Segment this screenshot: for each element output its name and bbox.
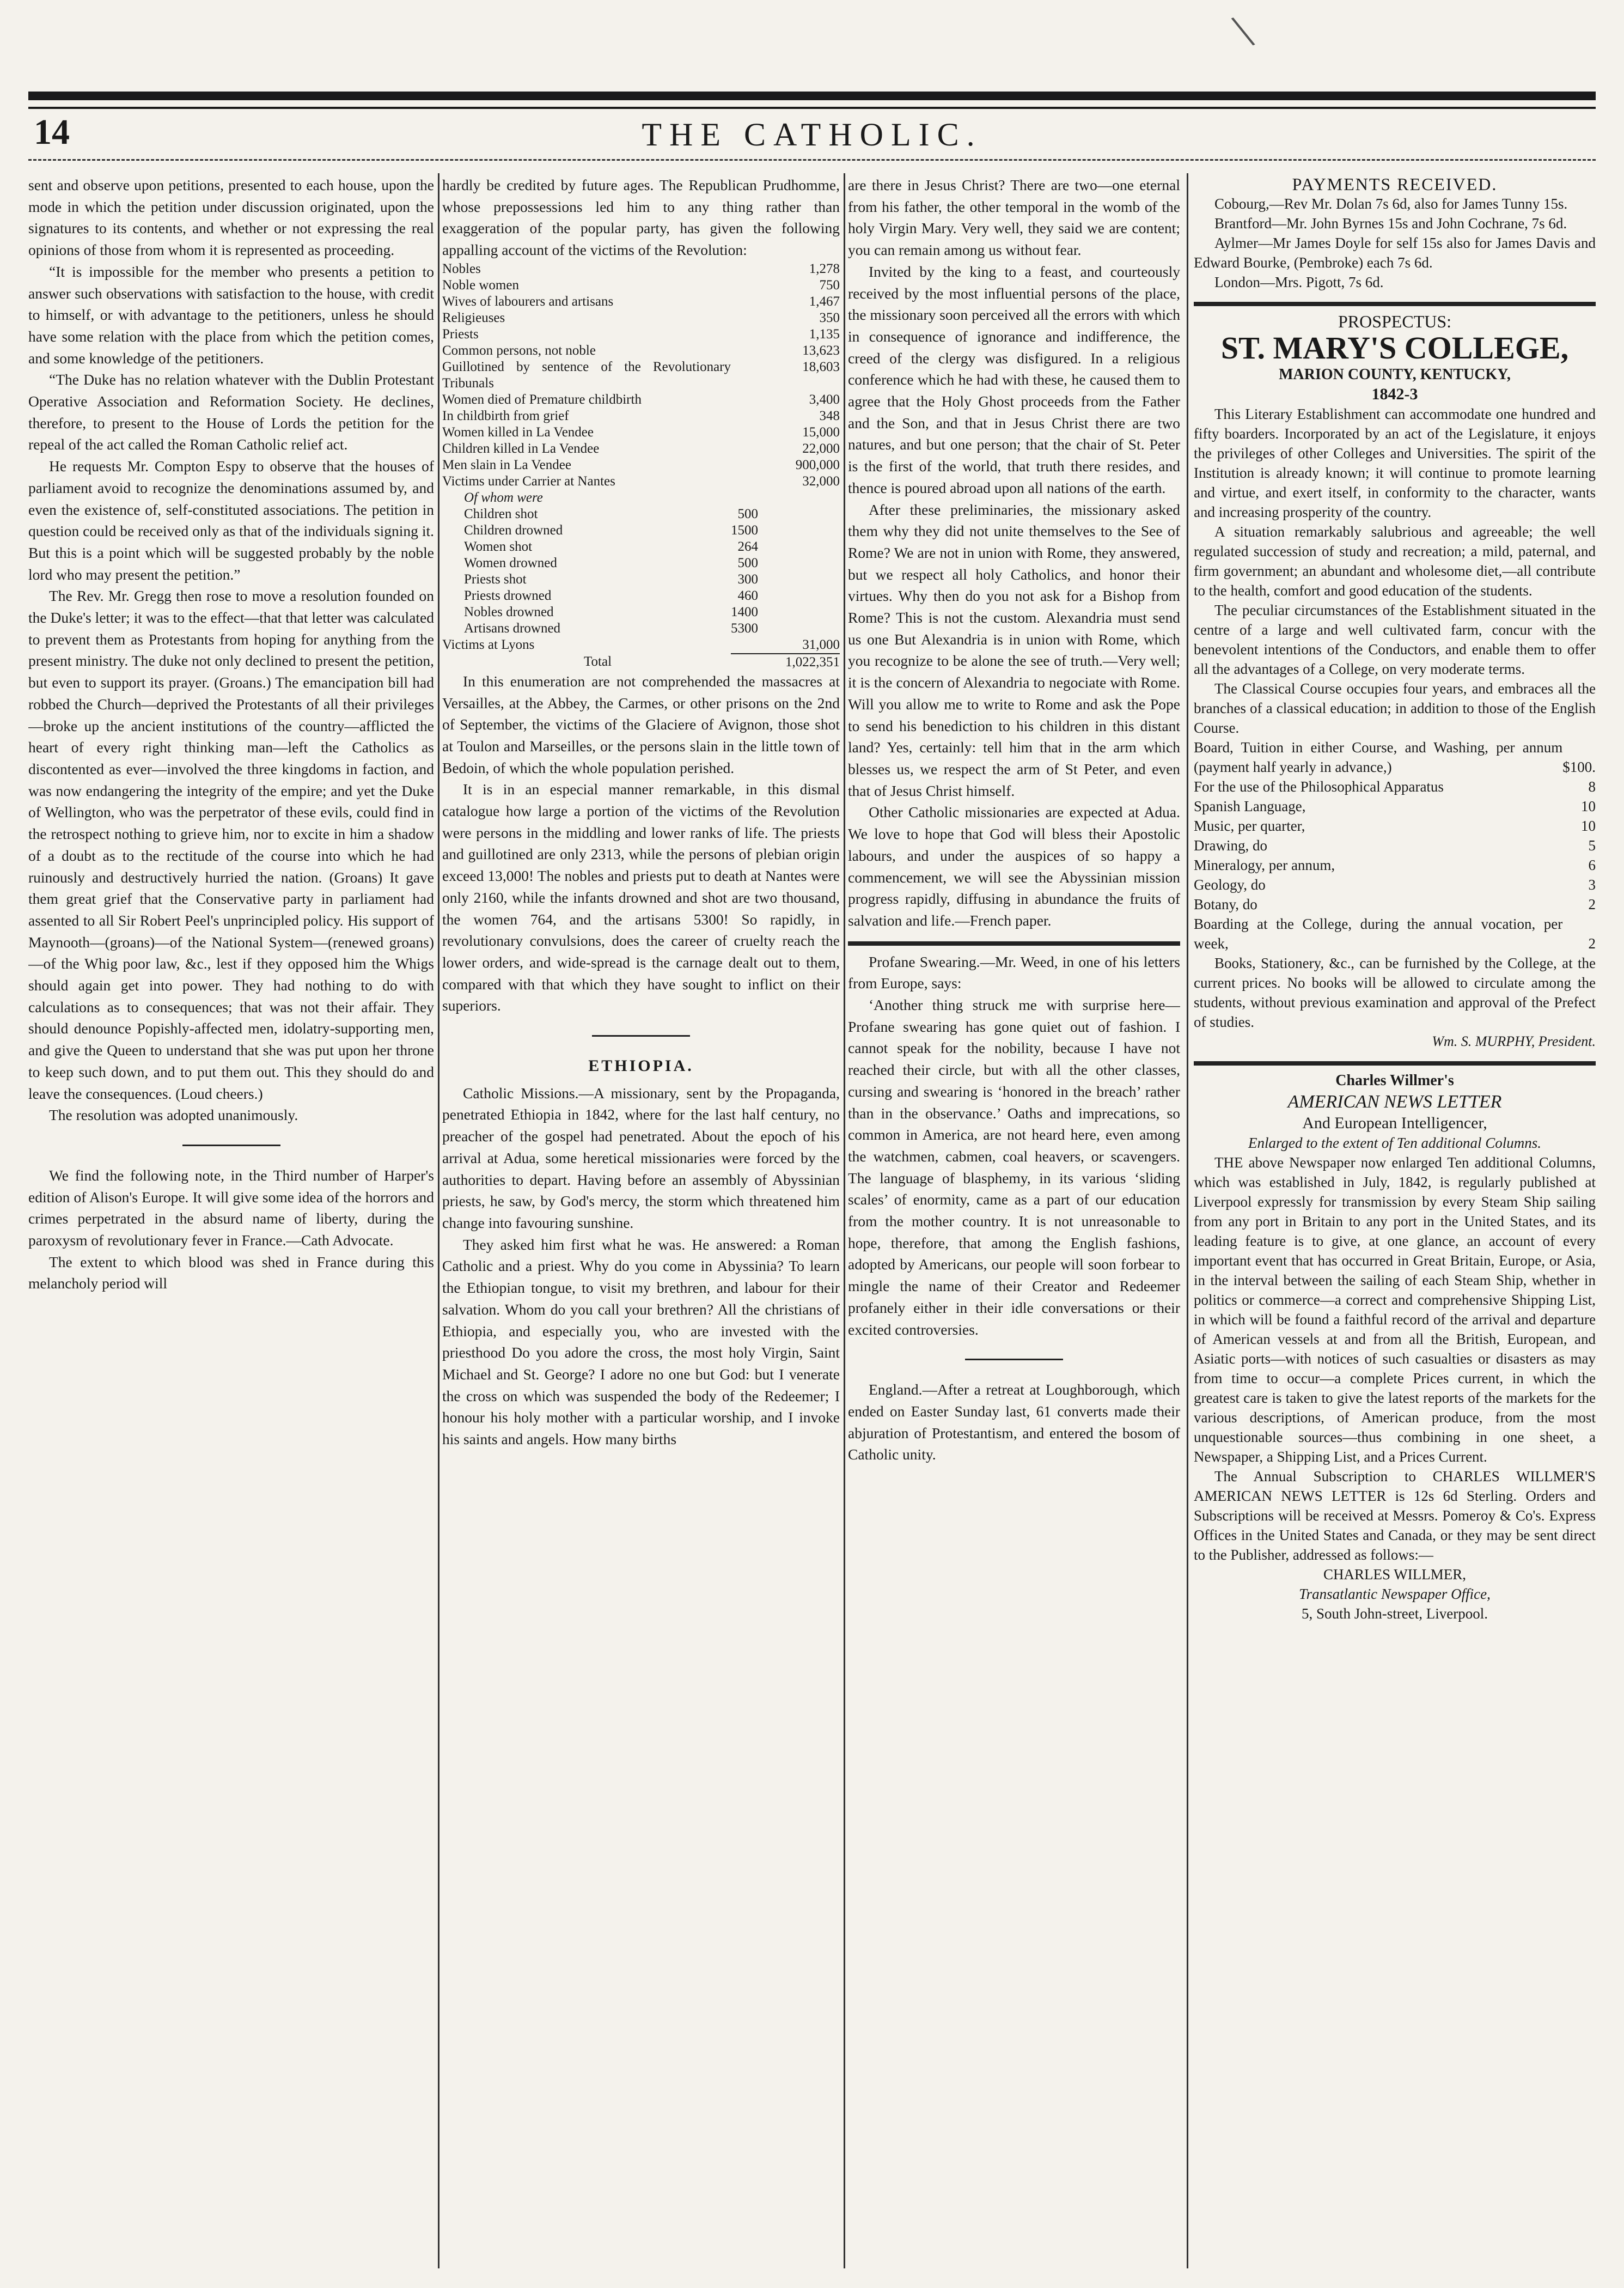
table-cell: 32,000: [802, 473, 840, 489]
table-cell: 264: [737, 539, 758, 554]
paragraph: It is in an especial manner remarkable, in this dismal catalogue how large a portion of the victims of the Revolution were persons in the middling and lower ranks of life. The priests and guillotined are only 2313, while the persons of plebian origin exceed 13,000! The nobles and priests put to death at Nantes were only 2160, while the infants drowned and shot are two thousand, the women 764, and the artisans 5300! So rapidly, in revolutionary convulsions, does the career of cruelty reach the lower orders, and wide-spread is the carnage dealt out to them, compared with that which they have sought to inflict on their superiors.: [442, 781, 840, 1014]
separator: [592, 1035, 690, 1037]
table-cell: Mineralogy, per annum,: [1194, 857, 1335, 873]
table-cell: 500: [737, 555, 758, 570]
european-title: And European Intelligencer,: [1302, 1114, 1487, 1132]
paragraph: The Classical Course occupies four years, and embraces all the branches of a classical education; in addition to those of the English Course.: [1194, 680, 1596, 736]
table-cell: Drawing, do: [1194, 837, 1267, 854]
table-cell: Spanish Language,: [1194, 798, 1306, 814]
page-number: 14: [34, 112, 70, 152]
column-2: [442, 174, 840, 2266]
table-cell: Music, per quarter,: [1194, 818, 1305, 834]
table-cell: 750: [819, 277, 840, 293]
column-rule: [1187, 173, 1188, 2268]
table-cell: Botany, do: [1194, 896, 1257, 912]
table-cell: Children killed in La Vendee: [442, 441, 600, 456]
table-cell: Men slain in La Vendee: [442, 457, 571, 472]
college-title: ST. MARY'S COLLEGE,: [1220, 330, 1569, 366]
column-rule: [844, 173, 845, 2268]
victims-table: [442, 261, 840, 671]
paragraph: Profane Swearing.—Mr. Weed, in one of his letters from Europe, says:: [848, 953, 1180, 992]
table-cell: Geology, do: [1194, 877, 1266, 893]
table-cell: Board, Tuition in either Course, and Washing, per annum (payment half yearly in advance,): [1194, 739, 1563, 775]
table-cell: 1,022,351: [731, 654, 840, 671]
paragraph: He requests Mr. Compton Espy to observe that the houses of parliament avoid to recognize the denominations assumed by, and even the existence of, self-constituted associations. The petition in question could be received only as that of the individuals signing it. But this is a point which will be suggested probably by the noble lord who may present the petition.”: [28, 458, 434, 583]
paragraph: This Literary Establishment can accommodate one hundred and fifty boarders. Incorporated by an act of the Legislature, it enjoys the privileges of other Colleges and Universities. The spirit of the Institution is already known; it will continue to promote learning and virtue, and exert itself, in conformity to the character, wants and increasing prosperity of the country.: [1194, 406, 1596, 520]
paragraph: The extent to which blood was shed in France during this melancholy period will: [28, 1253, 434, 1292]
table-cell: 1,135: [809, 326, 840, 342]
table-cell: Women killed in La Vendee: [442, 424, 594, 440]
table-cell: In childbirth from grief: [442, 408, 569, 423]
table-row: [1194, 914, 1596, 953]
table-cell: 5300: [731, 620, 758, 636]
table-row: [1194, 796, 1596, 816]
table-cell: 10: [1581, 818, 1596, 834]
of-whom-label: Of whom were: [464, 490, 543, 505]
table-cell: Total: [584, 654, 612, 669]
table-cell: 3,400: [809, 392, 840, 407]
table-row: [442, 310, 840, 326]
college-location: MARION COUNTY, KENTUCKY,: [1279, 366, 1511, 383]
table-cell: Priests: [442, 326, 479, 342]
table-row: [442, 571, 840, 588]
paragraph: They asked him first what he was. He answered: a Roman Catholic and a priest. Why do you come in Abyssinia? To learn the Ethiopian tongue, to visit my brethren, and labour for their salvation. Whom do you call your brethren? All the christians of Ethiopia, and especially you, who are invested with the priesthood Do you adore the cross, the most holy Virgin, Saint Michael and St. George? I adore no one but God: but I venerate the cross on which was suspended the body of the Redeemer; I honour his holy mother with a particular worship, and I invoke his saints and angels. How many births: [442, 1236, 840, 1448]
table-cell: 10: [1581, 798, 1596, 814]
table-cell: Artisans drowned: [464, 620, 561, 636]
table-cell: Nobles drowned: [464, 604, 554, 619]
table-cell: 300: [737, 571, 758, 587]
table-cell: For the use of the Philosophical Apparatus: [1194, 778, 1444, 795]
table-row: [442, 326, 840, 343]
table-row: [442, 294, 840, 310]
table-row: [442, 473, 840, 490]
publisher-name: CHARLES WILLMER,: [1323, 1566, 1466, 1583]
table-row: [442, 457, 840, 473]
table-cell: Religieuses: [442, 310, 505, 325]
top-rule-thin: [28, 107, 1596, 109]
table-cell: 350: [819, 310, 840, 325]
column-3: [848, 174, 1180, 2266]
publisher-address: 5, South John-street, Liverpool.: [1302, 1605, 1488, 1622]
table-cell: 3: [1588, 877, 1596, 893]
willmer-title: Charles Willmer's: [1335, 1072, 1454, 1089]
table-row: [1194, 738, 1596, 777]
enlarged-note: Enlarged to the extent of Ten additional Columns.: [1248, 1135, 1541, 1151]
table-cell: 348: [819, 408, 840, 423]
table-row: [1194, 816, 1596, 836]
paragraph: ‘Another thing struck me with surprise here—Profane swearing has gone quiet out of fashion. I cannot speak for the nobility, because I have not reached their circle, but with all the other classes, cursing and swearing is ‘honored in the breach’ rather than in the observance.’ Oaths and imprecations, so common in America, are not heard here, even among the watchmen, cabmen, coal heavers, or scavengers. The language of blasphemy, in its various ‘sliding scales’ of enormity, came as a part of our education from the mother country. It is not unreasonable to hope, therefore, that among the English fashions, adopted by Americans, our people will soon forbear to mingle the name of their Creator and Redeemer profanely either in their idle conversations or their excited controversies.: [848, 996, 1180, 1338]
section-heading: ETHIOPIA.: [588, 1057, 694, 1075]
table-cell: 2: [1588, 896, 1596, 912]
table-cell: 1,467: [809, 294, 840, 309]
table-cell: 6: [1588, 857, 1596, 873]
table-row: [1194, 855, 1596, 875]
paragraph: Other Catholic missionaries are expected at Adua. We love to hope that God will bless their Apostolic labours, and under the auspices of so happy a commencement, we will see the Abyssinian mission progress rapidly, diffusing in abundance the fruits of salvation and life.—French paper.: [848, 804, 1180, 929]
table-cell: Wives of labourers and artisans: [442, 294, 614, 309]
paragraph: “It is impossible for the member who presents a petition to answer such observations with satisfaction to the house, with credit to himself, or with advantage to the petitioners, unless he should have some relation with the place from which the petition comes, and some knowledge of the petitioners.: [28, 263, 434, 367]
paragraph: are there in Jesus Christ? There are two—one eternal from his father, the other temporal in the womb of the holy Virgin Mary. Very well, they said we are content; you can remain among us without fear.: [848, 177, 1180, 259]
signature: Wm. S. MURPHY, President.: [1432, 1033, 1596, 1049]
table-row: [442, 490, 840, 506]
table-cell: Children shot: [464, 506, 538, 521]
column-rule: [438, 173, 439, 2268]
corner-mark: \: [1227, 3, 1259, 59]
table-row: [442, 555, 840, 571]
table-row: [1194, 836, 1596, 855]
table-row: [1194, 894, 1596, 914]
table-row: [442, 424, 840, 441]
paragraph: The peculiar circumstances of the Establishment situated in the centre of a large and well cultivated farm, concur with the benevolent intentions of the Conductors, and enable them to offer all the advantages of a College, on very moderate terms.: [1194, 602, 1596, 677]
table-cell: Women drowned: [464, 555, 557, 570]
payment-item: Brantford—Mr. John Byrnes 15s and John Cochrane, 7s 6d.: [1214, 215, 1567, 232]
table-cell: 460: [737, 588, 758, 603]
table-row: [442, 604, 840, 620]
newsletter-title: AMERICAN NEWS LETTER: [1287, 1092, 1502, 1112]
paragraph: A situation remarkably salubrious and agreeable; the well regulated succession of study and recreation; a mild, paternal, and firm government; an abundant and wholesome diet,—all contribute to the health, comfort and good education of the students.: [1194, 524, 1596, 599]
paragraph: England.—After a retreat at Loughborough, which ended on Easter Sunday last, 61 converts made their abjuration of Protestantism, and entered the bosom of Catholic unity.: [848, 1381, 1180, 1463]
publisher-office: Transatlantic Newspaper Office,: [1299, 1586, 1491, 1602]
table-row: [442, 359, 840, 392]
table-cell: Women died of Premature childbirth: [442, 392, 642, 407]
paragraph: We find the following note, in the Third number of Harper's edition of Alison's Europe. It will give some idea of the horrors and crimes perpetrated in the absurd name of liberty, during the paroxysm of revolutionary fever in France.—Cath Advocate.: [28, 1166, 434, 1249]
table-cell: Victims under Carrier at Nantes: [442, 473, 615, 489]
paragraph: sent and observe upon petitions, presented to each house, upon the mode in which the petition under discussion originated, upon the signatures to its contents, and whether or not expressing the real opinions of those from whom it is represented as proceeding.: [28, 177, 434, 259]
college-years: 1842-3: [1371, 385, 1418, 403]
paragraph: THE above Newspaper now enlarged Ten additional Columns, which was established in July, 1842, is regularly published at Liverpool expressly for transmission by every Steam Ship sailing from any port in Britain to any port in the United States, and its leading feature is to give, at one glance, an account of every important event that has occurred in Great Britain, Europe, or Asia, in the interval between the sailing of each Steam Ship, whether in politics or commerce—a correct and comprehensive Shipping List, in which will be found a faithful record of the arrival and departure of American vessels at and from all the British, European, and Asiatic ports—with notices of such casualties or disasters as may from time to occur—a complete Prices current, in which the greatest care is taken to give the latest reports of the markets for the various descriptions, of American produce, from the most unquestionable sources—thus combining in one sheet, a Newspaper, a Shipping List, and a Prices Current.: [1194, 1154, 1596, 1465]
column-4: [1194, 174, 1596, 2266]
thick-rule: [1194, 1061, 1596, 1066]
separator: [965, 1359, 1063, 1360]
table-cell: Victims at Lyons: [442, 637, 535, 652]
table-cell: Boarding at the College, during the annual vocation, per week,: [1194, 916, 1563, 952]
table-cell: 8: [1588, 778, 1596, 795]
payment-item: Aylmer—Mr James Doyle for self 15s also for James Davis and Edward Bourke, (Pembroke) each 7s 6d.: [1194, 235, 1596, 271]
table-cell: Noble women: [442, 277, 519, 293]
payment-item: London—Mrs. Pigott, 7s 6d.: [1214, 274, 1384, 290]
table-row: [442, 408, 840, 424]
table-cell: Priests shot: [464, 571, 527, 587]
table-cell: Nobles: [442, 261, 481, 276]
table-row: [1194, 777, 1596, 796]
table-row: [442, 392, 840, 408]
table-row: [442, 277, 840, 294]
table-cell: Guillotined by sentence of the Revolutionary Tribunals: [442, 359, 731, 391]
paragraph: Catholic Missions.—A missionary, sent by the Propaganda, penetrated Ethiopia in 1842, where for the last half century, no preacher of the gospel had penetrated. About the epoch of his arrival at Adua, some heretical missionaries were forced by the authorities to depart. Having before an assembly of Abyssinian priests, he saw, by God's mercy, the storm which threatened him change into favouring sunshine.: [442, 1084, 840, 1231]
paragraph: In this enumeration are not comprehended the massacres at Versailles, at the Abbey, the Carmes, or other prisons on the 2nd of September, the victims of the Glaciere of Avignon, those shot at Toulon and Marseilles, or the persons slain in the little town of Bedoin, of which the whole population perished.: [442, 672, 840, 776]
table-cell: 1,278: [809, 261, 840, 276]
paragraph: Invited by the king to a feast, and courteously received by the most influential persons of the place, the missionary soon perceived all the errors with which in consequence of ignorance and indifference, the creed of the clergy was disfigured. In a religious conference which he had with these, he caused them to agree that the Holy Ghost proceeds from the Father and the Son, and that in Jesus Christ there are two natures, and but one person; that the chair of St. Peter is the first of the world, that truth there resides, and thence is poured abroad upon all nations of the earth.: [848, 263, 1180, 496]
table-row: [442, 522, 840, 539]
table-row: [442, 654, 840, 671]
table-cell: 15,000: [802, 424, 840, 440]
paragraph: The Rev. Mr. Gregg then rose to move a resolution founded on the Duke's letter; it was to the effect—that that letter was calculated to prevent them as Protestants from hoping for anything from the present ministry. The duke not only declined to present the petition, but even to support its prayer. (Groans.) The emancipation bill had robbed the Church—deprived the Protestants of all their privileges—broke up the ancient institutions of the country—afflicted the heart of every right thinking man—left the Catholics as discontented as ever—involved the three kingdoms in faction, and was now endangering the integrity of the empire; and yet the Duke of Wellington, who was the perpetrator of these evils, could find in the retrospect nothing to grieve him, nor to excite in him a shadow of a doubt as to the rectitude of the course into which he had ruinously and destructively hurried the nation. (Groans) It gave them great grief that the Conservative party in parliament had assented to all Sir Robert Peel's unprincipled policy. His support of Maynooth—(groans)—of the National System—(renewed groans)—of the Whig poor law, &c., lest if they opposed him the Whigs should again get into power. They had nothing to do with calculations as to consequences; that was not their affair. They should denounce Popishly-affected men, idolatry-supporting men, and give the Queen to understand that she was put upon her throne to keep such down, and to put them out. This they should do and leave the consequences. (Loud cheers.): [28, 587, 434, 1102]
table-cell: 22,000: [802, 441, 840, 456]
table-row: [442, 343, 840, 359]
table-row: [442, 506, 840, 522]
table-cell: Common persons, not noble: [442, 343, 596, 358]
table-cell: 1400: [731, 604, 758, 619]
table-cell: 500: [737, 506, 758, 521]
table-cell: 1500: [731, 522, 758, 538]
table-cell: Children drowned: [464, 522, 563, 538]
table-cell: 900,000: [795, 457, 840, 472]
table-cell: Priests drowned: [464, 588, 552, 603]
paragraph: After these preliminaries, the missionary asked them why they did not unite themselves to the See of Rome? We are not in union with Rome, they answered, but we respect all holy Catholics, and honor their virtues. Why then do you not ask for a Bishop from Rome? This is not the custom. Alexandria must send us one But Alexandria is in union with Rome, which you recognize to be alone the see of truth.—Very well; it is the concern of Alexandria to negociate with Rome. Will you allow me to write to Rome and ask the Pope to send his benediction to his children in this distant land? Yes, certainly: tell him that in the arm which blesses us, we respect the arm of St Peter, and even that of Jesus Christ himself.: [848, 501, 1180, 799]
table-row: [442, 620, 840, 637]
table-row: [442, 588, 840, 604]
thick-rule: [1194, 302, 1596, 306]
payment-item: Cobourg,—Rev Mr. Dolan 7s 6d, also for James Tunny 15s.: [1214, 196, 1568, 212]
table-cell: 2: [1588, 935, 1596, 952]
paragraph: Books, Stationery, &c., can be furnished by the College, at the current prices. No books will be allowed to circulate among the students, without previous examination and approval of the Prefect of studies.: [1194, 955, 1596, 1030]
table-row: [442, 441, 840, 457]
table-cell: Women shot: [464, 539, 533, 554]
paragraph: The Annual Subscription to CHARLES WILLMER'S AMERICAN NEWS LETTER is 12s 6d Sterling. Orders and Subscriptions will be received at Messrs. Pomeroy & Co's. Express Offices in the United States and Canada, or they may be sent direct to the Publisher, addressed as follows:—: [1194, 1468, 1596, 1563]
paragraph: The resolution was adopted unanimously.: [49, 1106, 298, 1124]
table-cell: $100.: [1562, 759, 1596, 775]
paragraph: hardly be credited by future ages. The Republican Prudhomme, whose prepossessions led him to any thing rather than exaggeration of the popular party, has given the following appalling account of the victims of the Revolution:: [442, 177, 840, 259]
column-1: [28, 174, 434, 2266]
table-cell: 13,623: [802, 343, 840, 358]
table-row: [1194, 875, 1596, 894]
table-row: [442, 261, 840, 277]
prospectus-label: PROSPECTUS:: [1338, 312, 1452, 331]
separator: [182, 1145, 280, 1146]
payments-title: PAYMENTS RECEIVED.: [1292, 174, 1498, 194]
top-rule: [28, 92, 1596, 100]
table-cell: 5: [1588, 837, 1596, 854]
thick-rule: [848, 941, 1180, 946]
header-rule: [28, 159, 1596, 161]
paragraph: “The Duke has no relation whatever with the Dublin Protestant Operative Association and Reformation Society. He declines, therefore, to present to the House of Lords the petition for the repeal of the act called the Roman Catholic relief act.: [28, 371, 434, 453]
table-row: [442, 539, 840, 555]
table-cell: 31,000: [802, 637, 840, 652]
table-cell: 18,603: [802, 359, 840, 374]
fees-table: [1194, 738, 1596, 953]
table-row: [442, 637, 840, 654]
masthead: THE CATHOLIC.: [642, 117, 982, 153]
